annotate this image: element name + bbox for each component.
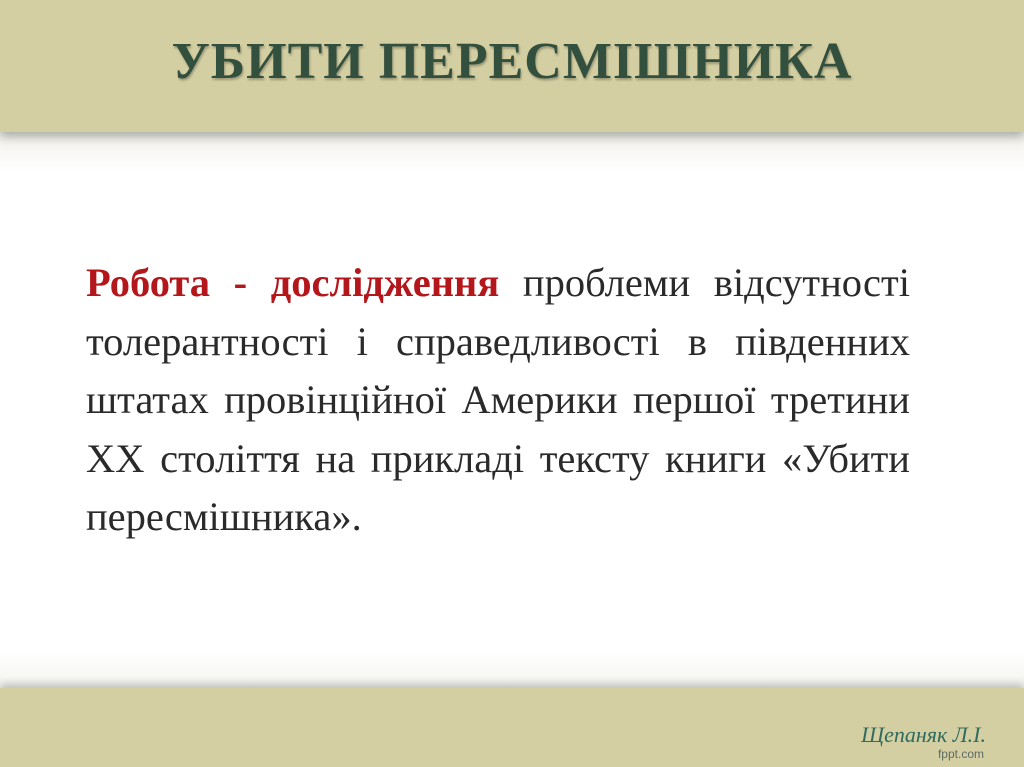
- author-signature: Щепаняк Л.І.: [861, 722, 986, 747]
- highlight-separator: -: [210, 260, 271, 305]
- body-paragraph: [86, 254, 910, 547]
- header-band: [0, 0, 1024, 132]
- slide-title: УБИТИ ПЕРЕСМІШНИКА: [171, 33, 853, 90]
- highlight-word-doslidzhennia: дослідження: [270, 260, 500, 305]
- watermark: fppt.com: [937, 747, 984, 761]
- body-text-rest: проблеми відсутності толерантності і справедливості в південних штатах провінційної Америки першої третини XX століття на прикладі тексту книги «Убити пересмішника».: [86, 260, 910, 539]
- highlight-word-robota: Робота: [86, 260, 211, 305]
